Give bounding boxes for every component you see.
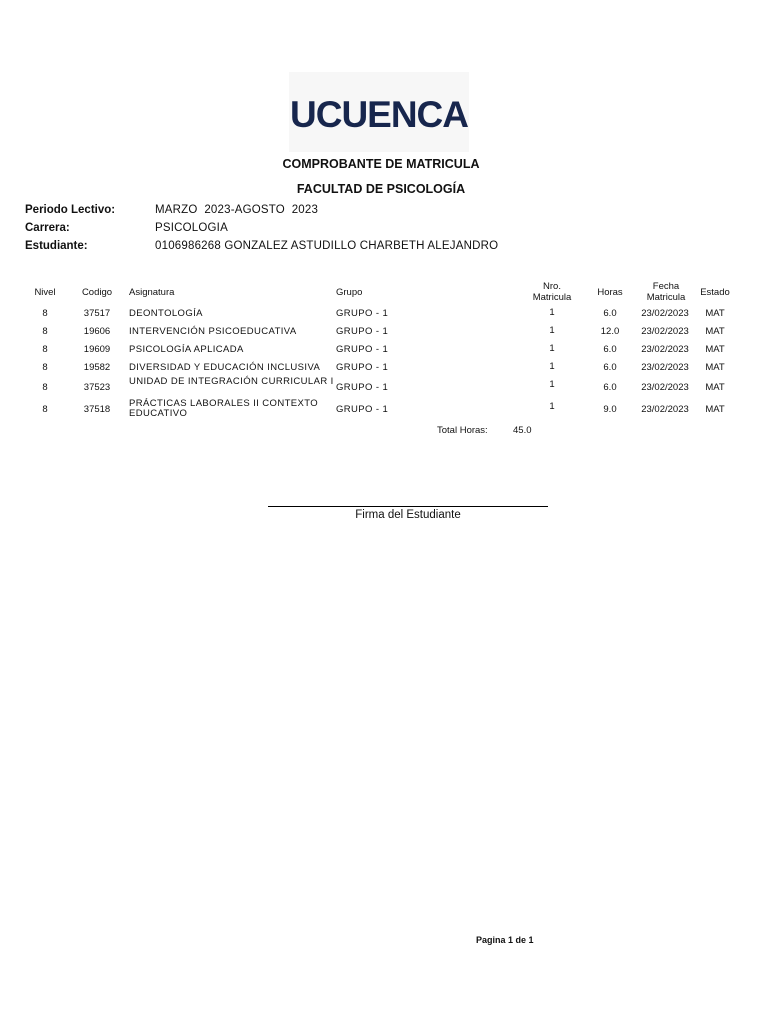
row-horas: 9.0 xyxy=(603,404,617,415)
row-nro: 1 xyxy=(549,343,555,354)
row-horas: 12.0 xyxy=(600,326,620,337)
signature-line xyxy=(268,506,548,507)
row-estado: MAT xyxy=(705,382,725,393)
row-horas: 6.0 xyxy=(603,382,617,393)
row-grupo: GRUPO - 1 xyxy=(336,308,389,319)
row-nivel: 8 xyxy=(42,382,48,393)
row-codigo: 19582 xyxy=(83,362,111,373)
row-fecha: 23/02/2023 xyxy=(641,326,689,337)
row-nro: 1 xyxy=(549,401,555,412)
estudiante-label: Estudiante: xyxy=(25,240,88,252)
university-logo xyxy=(289,72,469,152)
row-grupo: GRUPO - 1 xyxy=(336,326,389,337)
row-estado: MAT xyxy=(705,308,725,319)
row-grupo: GRUPO - 1 xyxy=(336,404,389,415)
row-fecha: 23/02/2023 xyxy=(641,308,689,319)
row-asignatura: PRÁCTICAS LABORALES II CONTEXTO EDUCATIVO xyxy=(129,398,319,419)
row-codigo: 37517 xyxy=(83,308,111,319)
row-nro: 1 xyxy=(549,307,555,318)
row-nivel: 8 xyxy=(42,308,48,319)
row-asignatura: PSICOLOGÍA APLICADA xyxy=(129,344,244,355)
row-grupo: GRUPO - 1 xyxy=(336,382,389,393)
row-estado: MAT xyxy=(705,362,725,373)
row-nivel: 8 xyxy=(42,326,48,337)
row-nro: 1 xyxy=(549,361,555,372)
row-asignatura: UNIDAD DE INTEGRACIÓN CURRICULAR I xyxy=(129,376,334,387)
page-number: Pagina 1 de 1 xyxy=(476,935,534,945)
row-estado: MAT xyxy=(705,326,725,337)
periodo-label: Periodo Lectivo: xyxy=(25,204,116,216)
row-grupo: GRUPO - 1 xyxy=(336,344,389,355)
row-fecha: 23/02/2023 xyxy=(641,382,689,393)
header-estado: Estado xyxy=(700,287,730,298)
row-codigo: 37518 xyxy=(83,404,111,415)
row-nro: 1 xyxy=(549,379,555,390)
row-asignatura: DIVERSIDAD Y EDUCACIÓN INCLUSIVA xyxy=(129,362,321,373)
row-nro: 1 xyxy=(549,325,555,336)
carrera-value: PSICOLOGIA xyxy=(155,222,228,234)
carrera-label: Carrera: xyxy=(25,222,70,234)
header-fecha-matricula: Fecha Matricula xyxy=(646,281,686,303)
row-horas: 6.0 xyxy=(603,308,617,319)
signature-label: Firma del Estudiante xyxy=(355,509,461,521)
total-hours-label: Total Horas: xyxy=(437,425,488,436)
row-codigo: 37523 xyxy=(83,382,111,393)
row-fecha: 23/02/2023 xyxy=(641,362,689,373)
row-nivel: 8 xyxy=(42,344,48,355)
row-estado: MAT xyxy=(705,344,725,355)
row-asignatura: DEONTOLOGÍA xyxy=(129,308,203,319)
row-nivel: 8 xyxy=(42,362,48,373)
row-codigo: 19609 xyxy=(83,344,111,355)
total-hours-value: 45.0 xyxy=(513,425,532,436)
faculty-title: FACULTAD DE PSICOLOGÍA xyxy=(296,182,466,196)
estudiante-value: 0106986268 GONZALEZ ASTUDILLO CHARBETH ALEJANDRO xyxy=(155,240,499,252)
header-nro-matricula: Nro. Matricula xyxy=(532,281,572,303)
row-fecha: 23/02/2023 xyxy=(641,404,689,415)
logo-text: UCUENCA xyxy=(290,94,468,135)
header-horas: Horas xyxy=(597,287,623,298)
row-nivel: 8 xyxy=(42,404,48,415)
header-grupo: Grupo xyxy=(336,287,363,298)
row-estado: MAT xyxy=(705,404,725,415)
header-nivel: Nivel xyxy=(34,287,56,298)
row-horas: 6.0 xyxy=(603,344,617,355)
row-asignatura: INTERVENCIÓN PSICOEDUCATIVA xyxy=(129,326,297,337)
row-codigo: 19606 xyxy=(83,326,111,337)
row-horas: 6.0 xyxy=(603,362,617,373)
document-title: COMPROBANTE DE MATRICULA xyxy=(282,157,480,171)
header-asignatura: Asignatura xyxy=(129,287,175,298)
row-grupo: GRUPO - 1 xyxy=(336,362,389,373)
row-fecha: 23/02/2023 xyxy=(641,344,689,355)
header-codigo: Codigo xyxy=(81,287,113,298)
periodo-value: MARZO 2023-AGOSTO 2023 xyxy=(155,204,319,216)
